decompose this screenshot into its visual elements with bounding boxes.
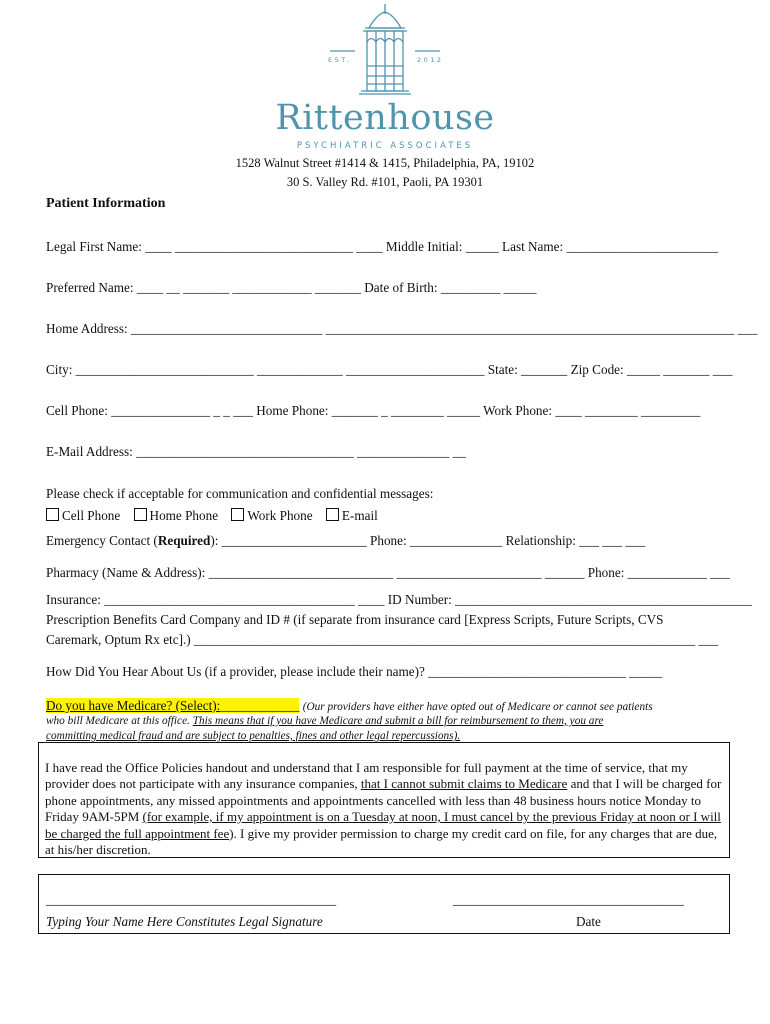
medicare-note-line3: committing medical fraud and are subject to penalties, fines and other legal repercussions). [46,730,461,742]
option-work-phone[interactable]: Work Phone [231,508,312,523]
checkbox-work-phone[interactable] [231,508,244,521]
section-title: Patient Information [46,196,166,211]
signature-label: Typing Your Name Here Constitutes Legal Signature [46,914,323,929]
checkbox-email[interactable] [326,508,339,521]
gazebo-icon [325,4,445,100]
est-year: 2012 [417,56,444,64]
policy-box [38,742,730,858]
medicare-note-line2: who bill Medicare at this office. This means that if you have Medicare and submit a bill for reimbursement to them, you are [46,715,604,727]
medicare-select[interactable]: Do you have Medicare? (Select): [46,698,221,713]
brand-subtitle: PSYCHIATRIC ASSOCIATES [296,141,474,151]
option-cell-phone[interactable]: Cell Phone [46,508,120,523]
signature-box [38,874,730,934]
required-label: Required [157,533,211,548]
medicare-question[interactable]: Do you have Medicare? (Select):____________ (Our providers have either have opted out of Medicare or cannot see patients [46,698,653,713]
referral-field[interactable]: How Did You Hear About Us (if a provider, please include their name)? ______________________________ _____ [46,664,663,679]
city-state-zip-fields[interactable]: City: ___________________________ _____________ _____________________ State: _______ Zip Code: _____ _______ ___ [46,362,733,377]
est-label: EST. [328,56,352,64]
policy-text: I have read the Office Policies handout and understand that I am responsible for full payment at the time of service, that my provider does not participate with any insurance companies, that I cannot submit claims to Medicare and that I will be charged for phone appointments, any missed appointments and appointments cancelled with less than 48 business hours notice Monday to Friday 9AM-5PM (for example, if my appointment is on a Tuesday at noon, I must cancel by the previous Friday at noon or I will be charged the full appointment fee). I give my provider permission to charge my credit card on file, for any charges that are due, at his/her discretion. [45,760,722,858]
logo [0,0,770,150]
prescription-field[interactable]: Caremark, Optum Rx etc].) ____________________________________________________________________________ ___ [46,632,719,647]
signature-field[interactable]: ____________________________________________ [46,892,337,907]
checkbox-cell-phone[interactable] [46,508,59,521]
medicare-note: (Our providers have either have opted out of Medicare or cannot see patients [302,701,653,713]
name-fields[interactable]: Legal First Name: ____ ___________________________ ____ Middle Initial: _____ Last Name: _______________________ [46,239,719,254]
emergency-contact-fields[interactable]: Emergency Contact (Required): ______________________ Phone: ______________ Relationship: ___ ___ ___ [46,533,646,548]
brand-name: Rittenhouse [275,98,495,138]
date-field[interactable]: ___________________________________ [453,892,684,907]
communication-options [46,508,388,524]
phone-fields[interactable]: Cell Phone: _______________ _ _ ___ Home Phone: _______ _ ________ _____ Work Phone: ____ ________ _________ [46,403,701,418]
prescription-label: Prescription Benefits Card Company and ID # (if separate from insurance card [Express Scripts, Future Scripts, CVS [46,612,664,627]
preferred-name-dob-fields[interactable]: Preferred Name: ____ __ _______ ____________ _______ Date of Birth: _________ _____ [46,280,537,295]
address-line-2: 30 S. Valley Rd. #101, Paoli, PA 19301 [286,175,484,189]
pharmacy-fields[interactable]: Pharmacy (Name & Address): ____________________________ ______________________ ______ Phone: ____________ ___ [46,565,730,580]
option-email[interactable]: E-mail [326,508,378,523]
email-field[interactable]: E-Mail Address: _________________________________ ______________ __ [46,444,466,459]
insurance-fields[interactable]: Insurance: ______________________________________ ____ ID Number: _____________________________________________ [46,592,752,607]
address-line-1: 1528 Walnut Street #1414 & 1415, Philadelphia, PA, 19102 [235,156,535,170]
communication-prompt: Please check if acceptable for communication and confidential messages: [46,486,434,501]
home-address-field[interactable]: Home Address: _____________________________ ______________________________________________________________ ___ [46,321,758,336]
checkbox-home-phone[interactable] [134,508,147,521]
date-label: Date [576,914,601,929]
option-home-phone[interactable]: Home Phone [134,508,219,523]
